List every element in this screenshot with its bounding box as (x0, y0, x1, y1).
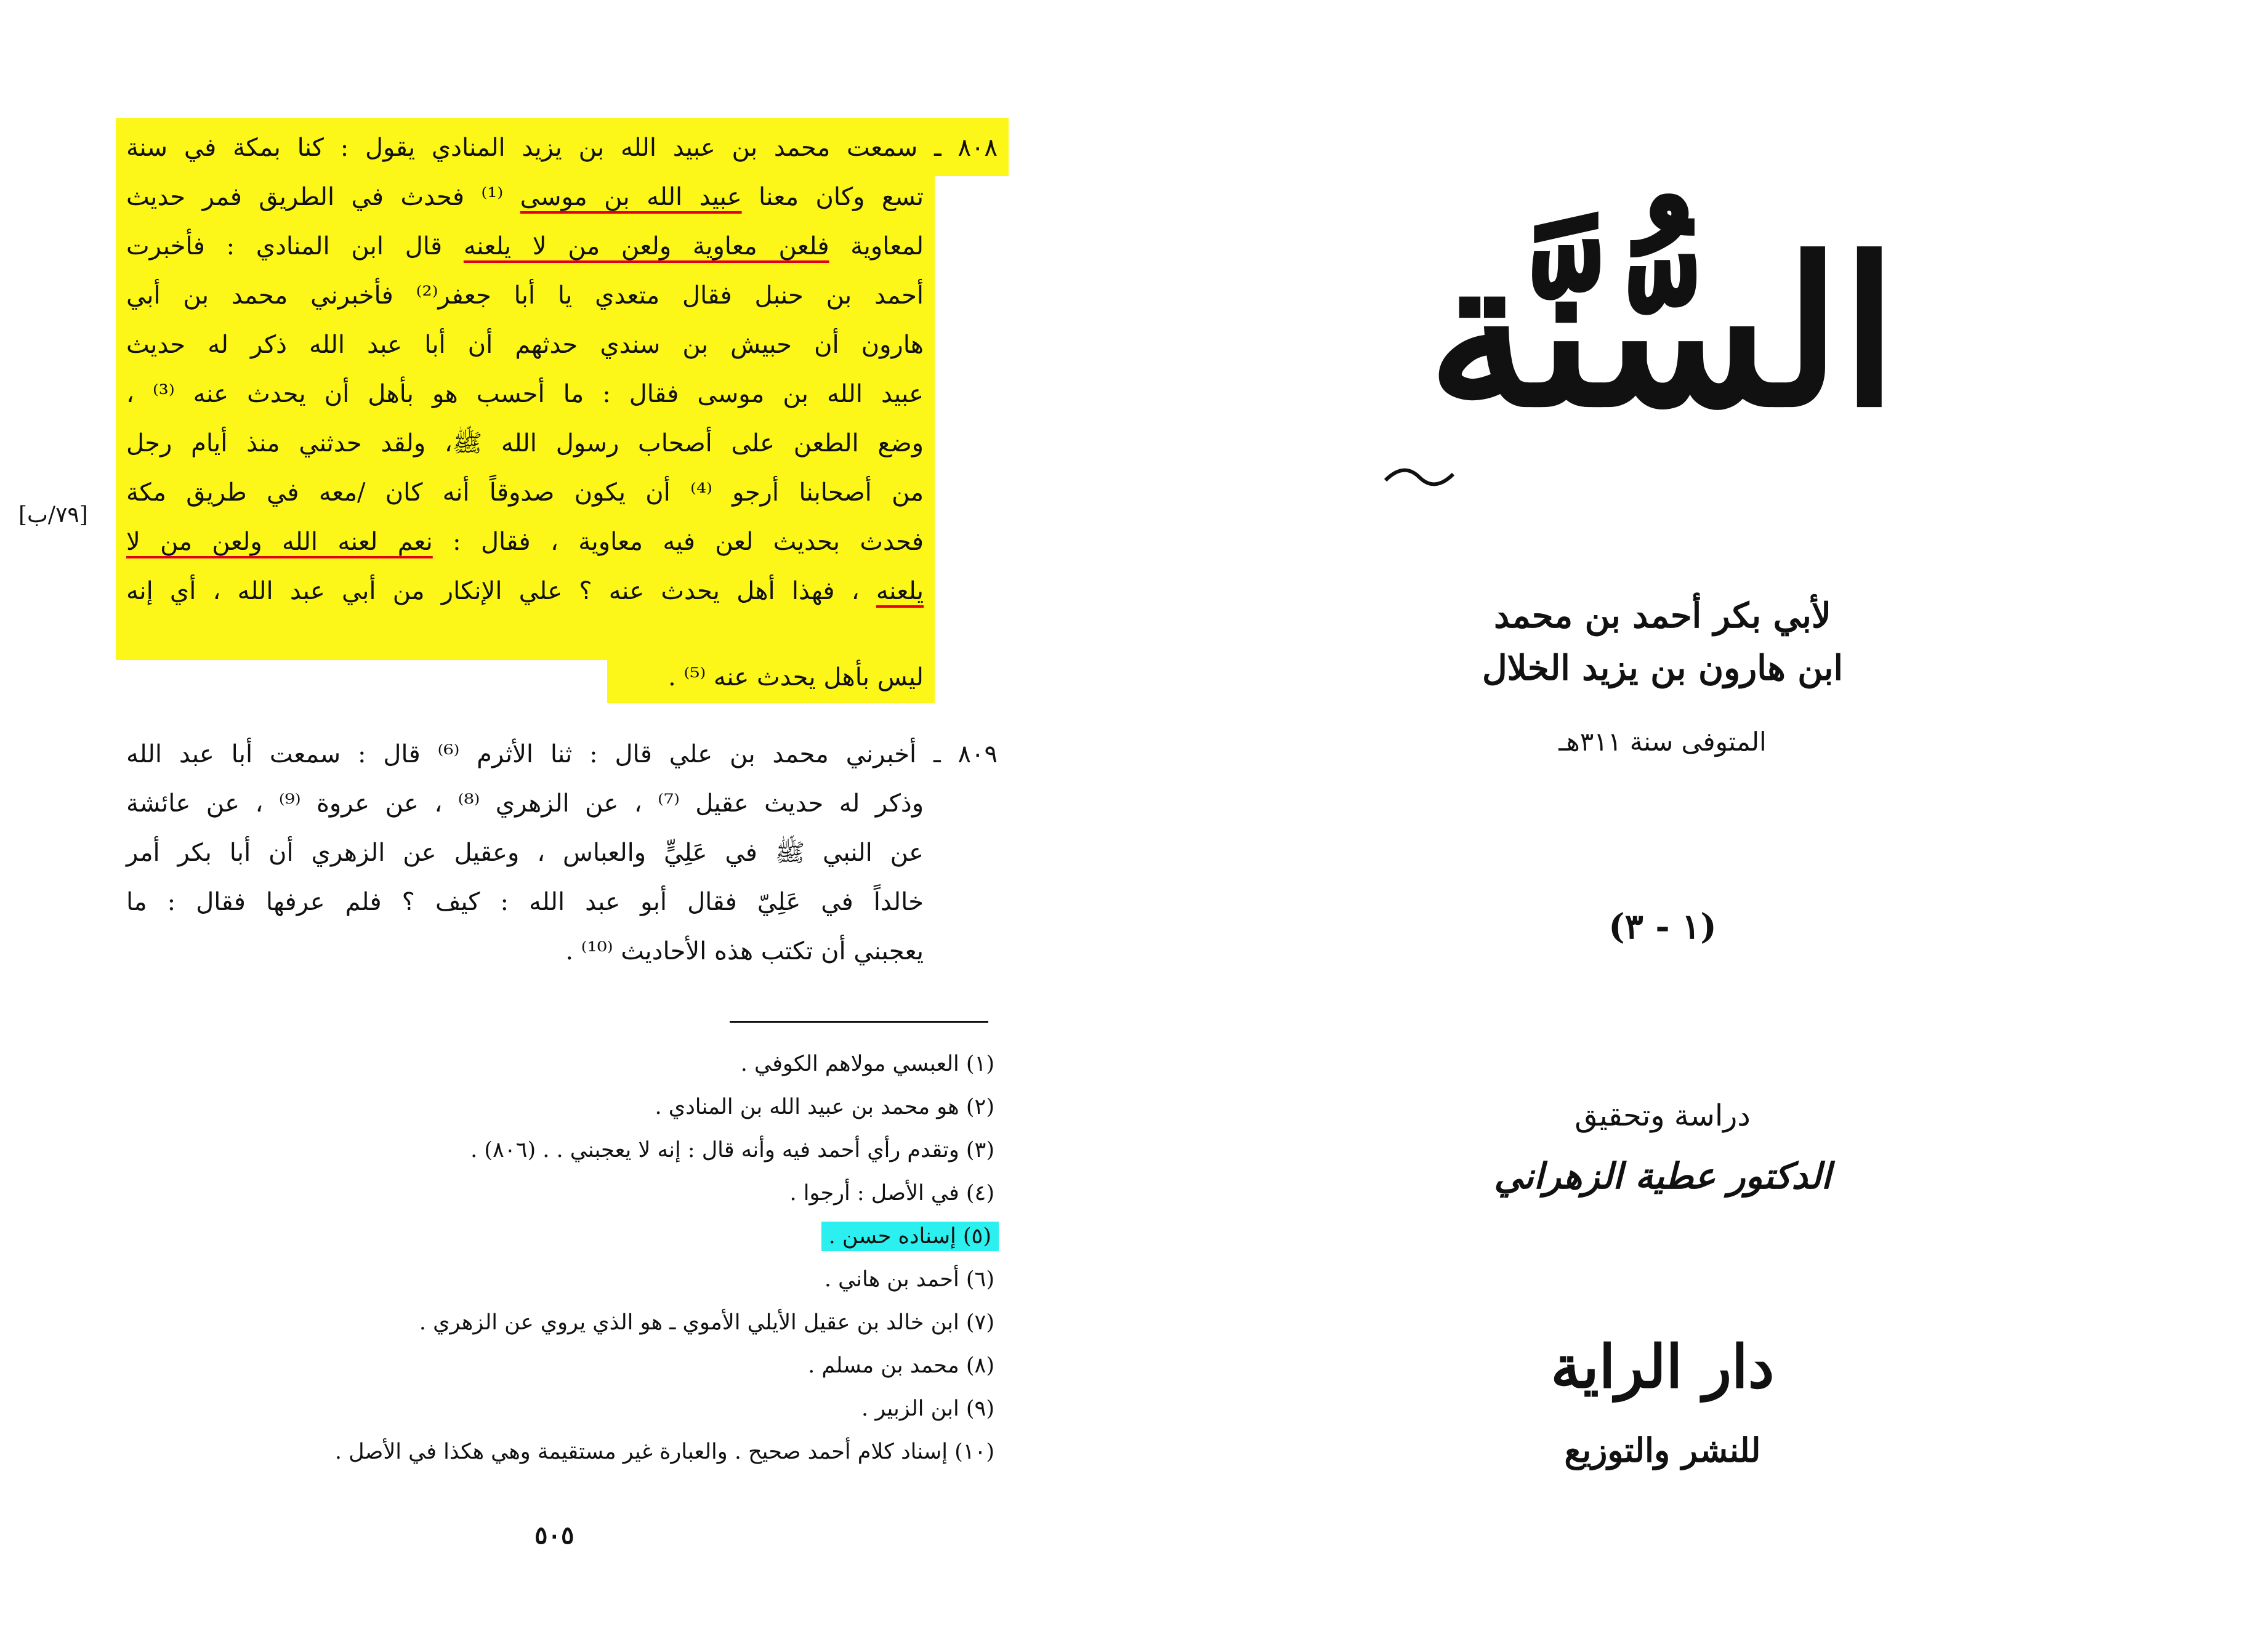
hadith-808-line: تسع وكان معنا عبيد الله بن موسى ⁽¹⁾ فحدث في الطريق فمر حديث (126, 183, 924, 211)
footnote: (٨) محمد بن مسلم . (808, 1353, 994, 1378)
hadith-808-line: ٨٠٨ ـ سمعت محمد بن عبيد الله بن يزيد المنادي يقول : كنا بمكة في سنة (126, 134, 998, 162)
hadith-808-line: يلعنه ، فهذا أهل يحدث عنه ؟ علي الإنكار من أبي عبد الله ، أي إنه (126, 577, 924, 605)
footnote: (٣) وتقدم رأي أحمد فيه وأنه قال : إنه لا يعجبني . . (٨٠٦) . (470, 1138, 994, 1162)
footnote: (٩) ابن الزبير . (861, 1396, 994, 1421)
author-line-1: لأبي بكر أحمد بن محمد (1494, 595, 1831, 636)
hadith-808-line: هارون أن حبيش بن سندي حدثهم أن أبا عبد الله ذكر له حديث (126, 331, 924, 359)
hadith-809-line: خالداً في عَلِيّ فقال أبو عبد الله : كيف ؟ فلم عرفها فقال : ما (126, 888, 924, 916)
footnote: (٦) أحمد بن هاني . (824, 1267, 994, 1292)
page-number: ٥٠٥ (534, 1521, 575, 1550)
book-title: السُّنَّة (1427, 213, 1898, 452)
hadith-809-line: يعجبني أن تكتب هذه الأحاديث ⁽¹⁰⁾ . (565, 937, 924, 965)
highlighted-footnote-text: (٥) إسناده حسن . (821, 1222, 999, 1251)
footnote: (٧) ابن خالد بن عقيل الأيلي الأموي ـ هو الذي يروي عن الزهري . (419, 1310, 994, 1335)
study-label: دراسة وتحقيق (1575, 1098, 1751, 1133)
underlined-phrase: يلعنه (876, 577, 924, 605)
margin-folio-note: [٧٩/ب] (18, 502, 88, 528)
publisher-subtitle: للنشر والتوزيع (1564, 1430, 1761, 1470)
right-page-cover (1170, 0, 2266, 1652)
publisher-name: دار الراية (1550, 1332, 1775, 1401)
footnote: (١٠) إسناد كلام أحمد صحيح . والعبارة غير مستقيمة وهي هكذا في الأصل . (334, 1440, 994, 1464)
underlined-phrase: نعم لعنه الله ولعن من لا (126, 528, 433, 556)
underlined-phrase: فلعن معاوية ولعن من لا يلعنه (463, 232, 829, 260)
hadith-808-line: لمعاوية فلعن معاوية ولعن من لا يلعنه قال ابن المنادي : فأخبرت (126, 232, 924, 260)
hadith-808-line: من أصحابنا أرجو ⁽⁴⁾ أن يكون صدوقاً أنه كان /معه في طريق مكة (126, 478, 924, 507)
title-flourish-icon (1379, 456, 1459, 493)
hadith-808-line: عبيد الله بن موسى فقال : ما أحسب هو بأهل أن يحدث عنه ⁽³⁾ ، (126, 380, 924, 408)
hadith-808-line: ليس بأهل يحدث عنه ⁽⁵⁾ . (668, 663, 924, 691)
footnote-separator (730, 1021, 988, 1023)
underlined-phrase: عبيد الله بن موسى (520, 183, 742, 211)
hadith-808-line: فحدث بحديث لعن فيه معاوية ، فقال : نعم لعنه الله ولعن من لا (126, 528, 924, 556)
hadith-809-line: عن النبي ﷺ في عَلِيٍّ والعباس ، وعقيل عن الزهري أن أبا بكر أمر (126, 839, 924, 867)
footnote: (١) العبسي مولاهم الكوفي . (740, 1052, 994, 1076)
footnote: (٤) في الأصل : أرجوا . (789, 1181, 994, 1206)
footnote: (٢) هو محمد بن عبيد الله بن المنادي . (655, 1095, 994, 1119)
hadith-808-line: أحمد بن حنبل فقال متعدي يا أبا جعفر⁽²⁾ فأخبرني محمد بن أبي (126, 281, 924, 310)
volume-range: (١ - ٣) (1608, 906, 1717, 947)
editor-name: الدكتور عطية الزهراني (1494, 1155, 1831, 1197)
hadith-809-line: وذكر له حديث عقيل ⁽⁷⁾ ، عن الزهري ⁽⁸⁾ ، عن عروة ⁽⁹⁾ ، عن عائشة (126, 789, 924, 818)
hadith-808-line: وضع الطعن على أصحاب رسول الله ﷺ، ولقد حدثني منذ أيام رجل (126, 429, 924, 457)
hadith-809-line: ٨٠٩ ـ أخبرني محمد بن علي قال : ثنا الأثرم ⁽⁶⁾ قال : سمعت أبا عبد الله (126, 740, 998, 768)
footnote-highlighted (821, 1219, 999, 1254)
author-line-2: ابن هارون بن يزيد الخلال (1482, 648, 1844, 688)
death-date: المتوفى سنة ٣١١هـ (1558, 727, 1767, 757)
